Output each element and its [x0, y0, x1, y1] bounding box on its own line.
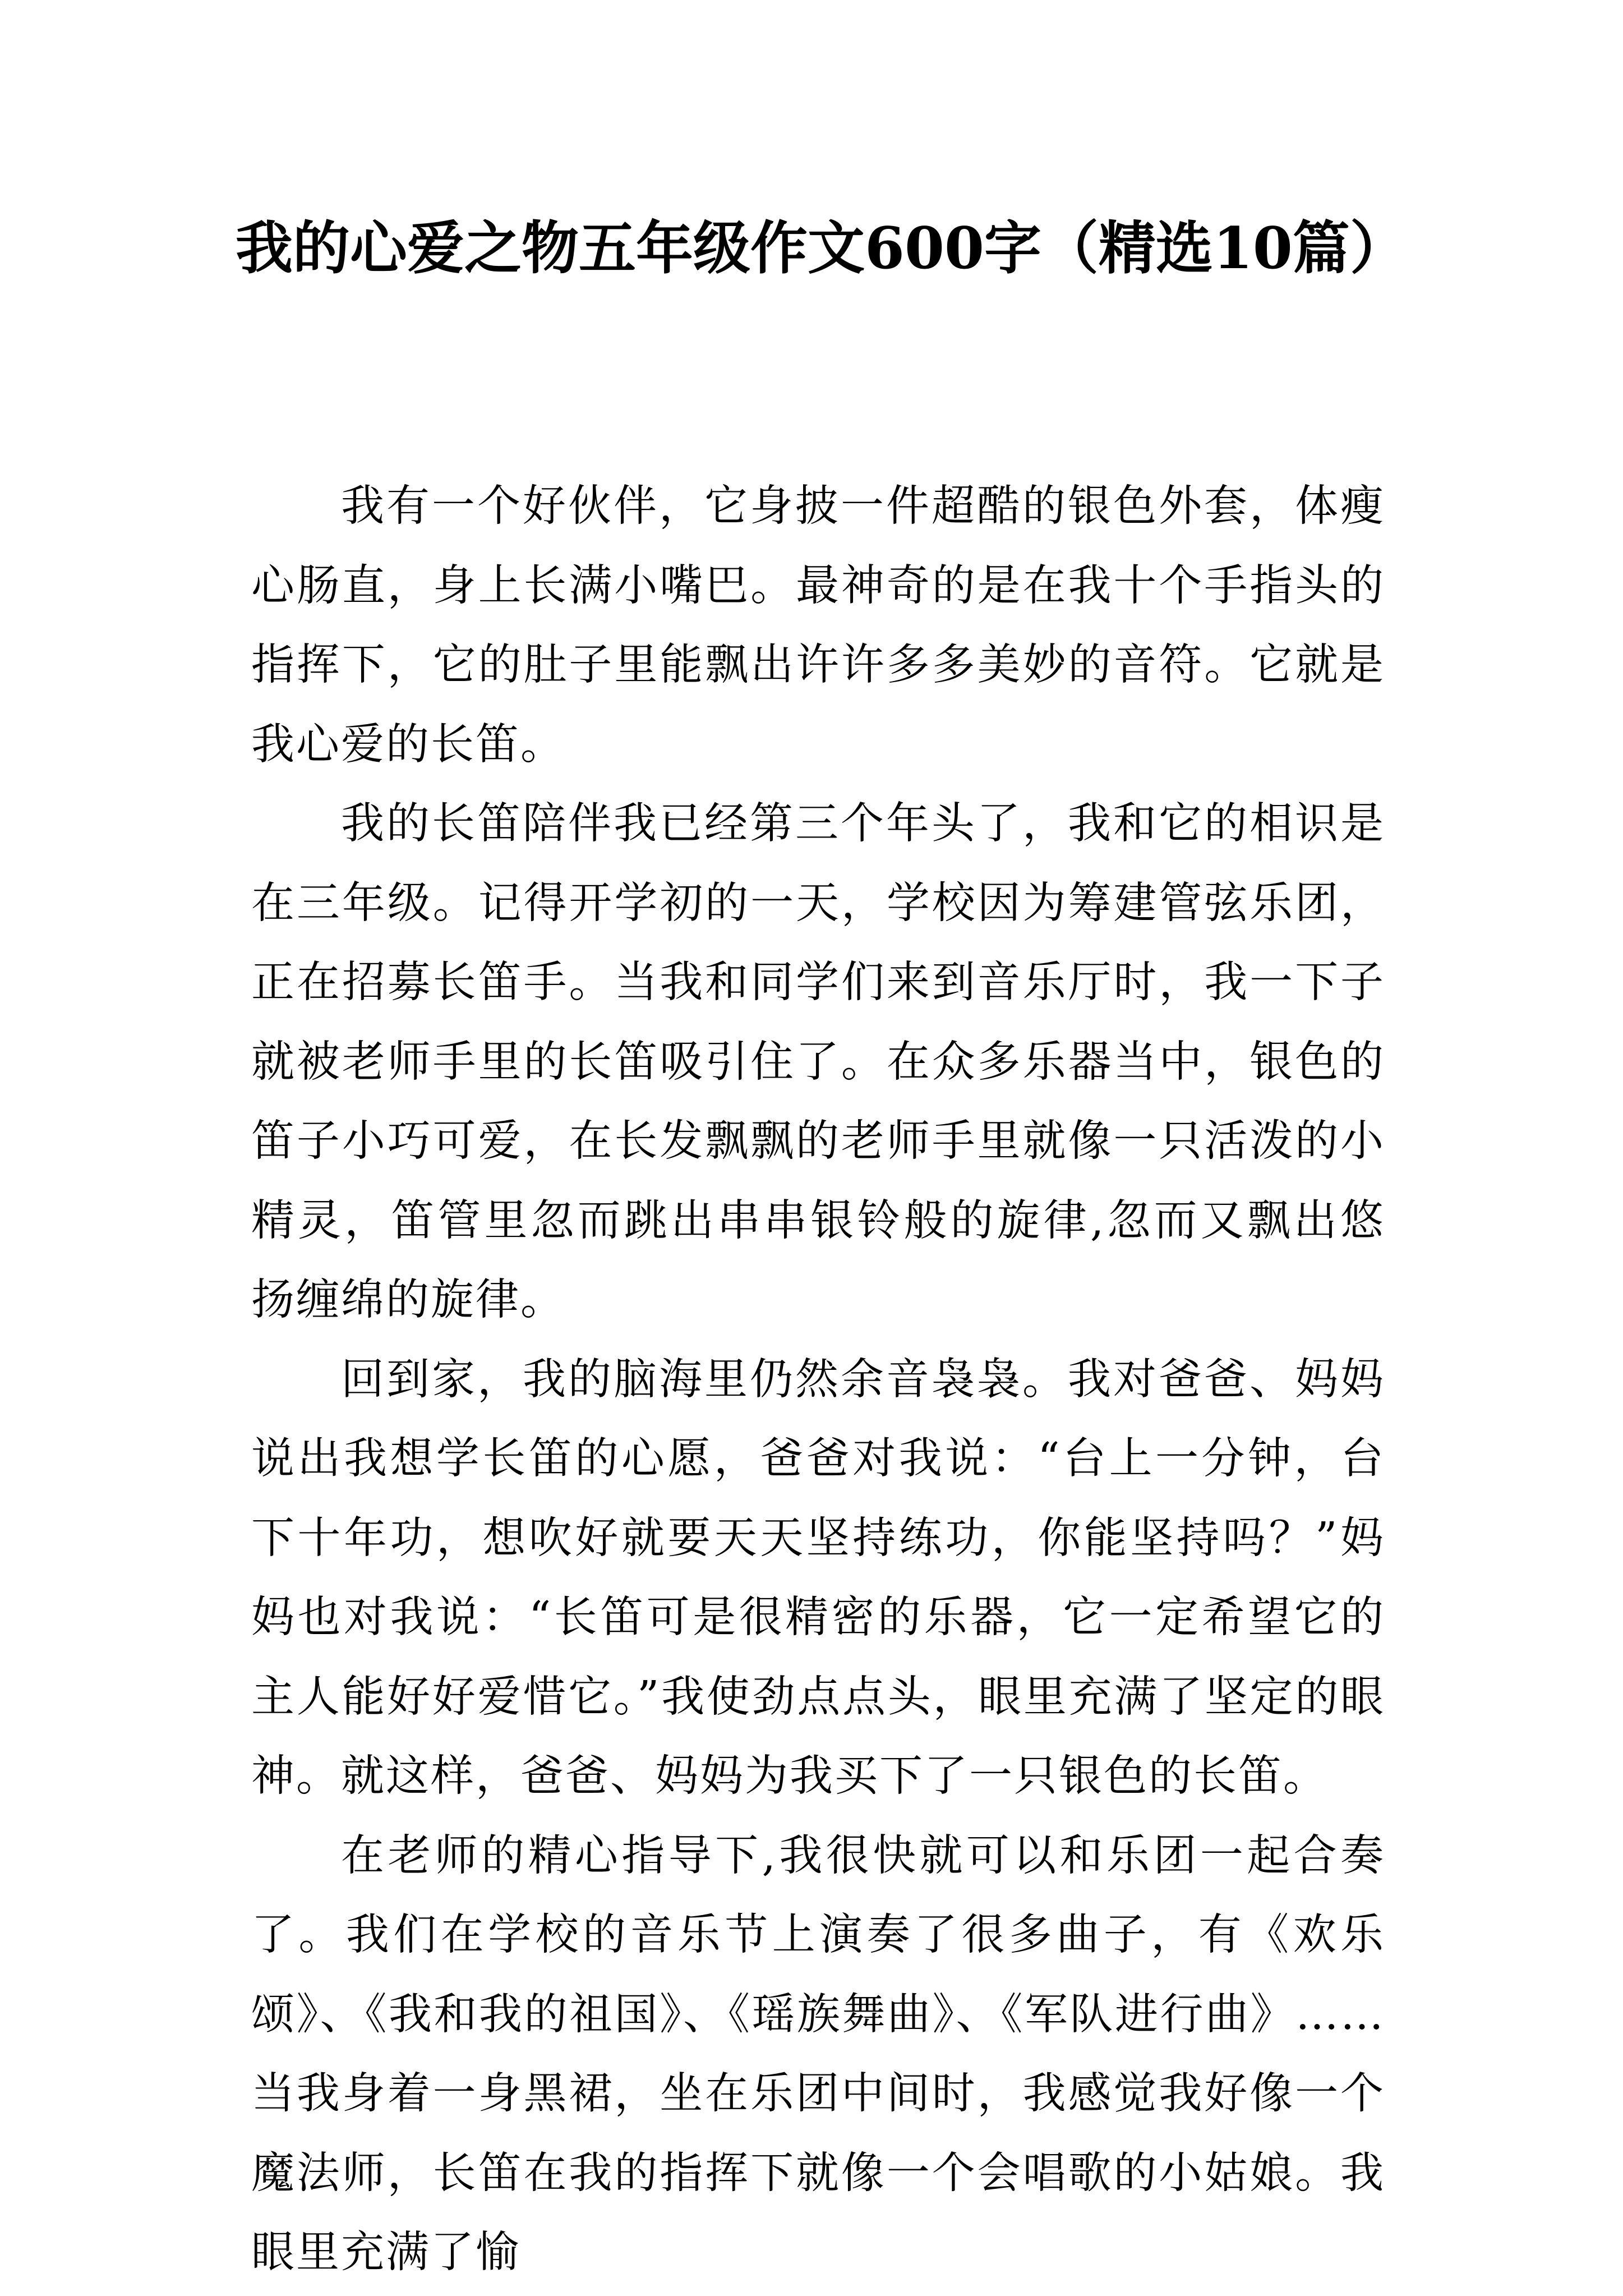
paragraph: 在老师的精心指导下,我很快就可以和乐团一起合奏了。我们在学校的音乐节上演奏了很多曲子，有《欢乐颂》、《我和我的祖国》、《瑶族舞曲》、《军队进行曲》……当我身着一身黑裙，坐在乐团中间时，我感觉我好像一个魔法师，长笛在我的指挥下就像一个会唱歌的小姑娘。我眼里充满了愉	[251, 1830, 1385, 2277]
document-title: 我的心爱之物五年级作文600字（精选10篇）	[236, 215, 1407, 282]
paragraph: 回到家，我的脑海里仍然余音袅袅。我对爸爸、妈妈说出我想学长笛的心愿，爸爸对我说：“台上一分钟，台下十年功，想吹好就要天天坚持练功，你能坚持吗？”妈妈也对我说：“长笛可是很精密的乐器，它一定希望它的主人能好好爱惜它。”我使劲点点头，眼里充满了坚定的眼神。就这样，爸爸、妈妈为我买下了一只银色的长笛。	[251, 1354, 1385, 1801]
document-body	[251, 467, 1385, 2293]
paragraph: 我的长笛陪伴我已经第三个年头了，我和它的相识是在三年级。记得开学初的一天，学校因为筹建管弦乐团，正在招募长笛手。当我和同学们来到音乐厅时，我一下子就被老师手里的长笛吸引住了。在众多乐器当中，银色的笛子小巧可爱，在长发飘飘的老师手里就像一只活泼的小精灵，笛管里忽而跳出串串银铃般的旋律,忽而又飘出悠扬缠绵的旋律。	[251, 799, 1385, 1325]
paragraph: 我有一个好伙伴，它身披一件超酷的银色外套，体瘦心肠直，身上长满小嘴巴。最神奇的是在我十个手指头的指挥下，它的肚子里能飘出许许多多美妙的音符。它就是我心爱的长笛。	[251, 481, 1385, 770]
